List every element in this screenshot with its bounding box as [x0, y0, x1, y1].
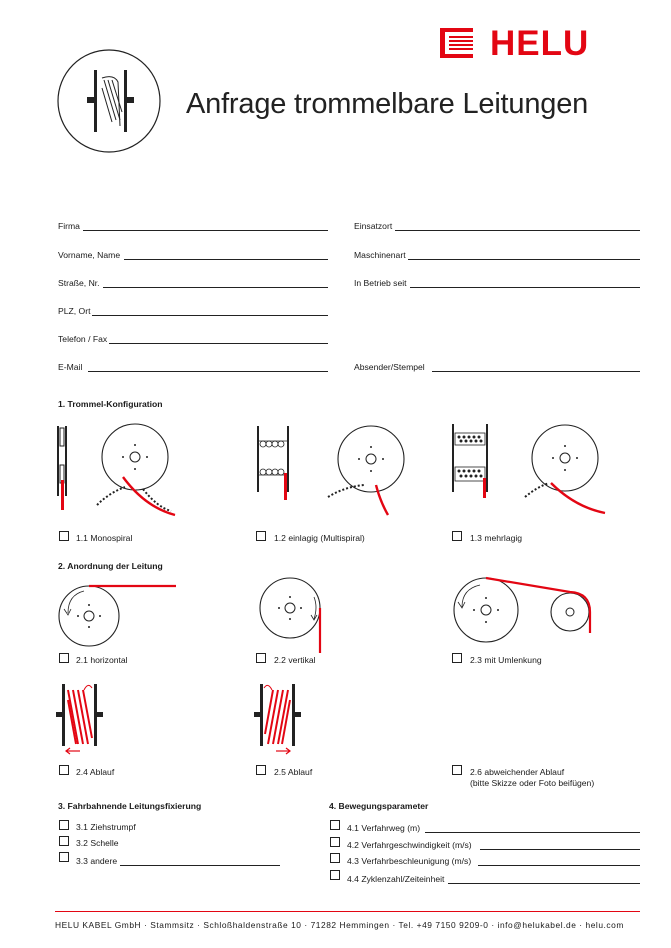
- checkbox-4-4[interactable]: [330, 870, 340, 880]
- form-label-einsatzort: Einsatzort: [354, 221, 393, 231]
- option-label: 2.4 Ablauf: [76, 767, 115, 777]
- form-label-plz: PLZ, Ort: [58, 306, 91, 316]
- form-label-strasse: Straße, Nr.: [58, 278, 100, 288]
- drum-runoff-left-icon: [56, 680, 106, 756]
- form-field-email[interactable]: [88, 371, 328, 372]
- page-title: Anfrage trommelbare Leitungen: [186, 88, 589, 120]
- checkbox-1-1[interactable]: [59, 531, 69, 541]
- section-title: 1. Trommel-Konfiguration: [58, 399, 163, 409]
- form-field-firma[interactable]: [83, 230, 328, 231]
- helu-logo-icon: [440, 28, 480, 58]
- checkbox-2-4[interactable]: [59, 765, 69, 775]
- drum-front-multilayer-icon: [525, 423, 605, 518]
- arrangement-vertical-icon: [256, 575, 326, 655]
- option-label: 1.3 mehrlagig: [470, 533, 523, 543]
- form-field-beschleunigung[interactable]: [478, 865, 640, 866]
- form-field-einsatzort[interactable]: [395, 230, 640, 231]
- option-label: 4.1 Verfahrweg (m): [347, 823, 421, 833]
- brand-logo: HELU: [490, 24, 590, 63]
- checkbox-2-1[interactable]: [59, 653, 69, 663]
- form-field-plz[interactable]: [92, 315, 328, 316]
- drum-front-monospiral-icon: [95, 423, 175, 518]
- form-field-geschwindigkeit[interactable]: [480, 849, 640, 850]
- option-label: 3.1 Ziehstrumpf: [76, 822, 136, 832]
- section-title: 2. Anordnung der Leitung: [58, 561, 163, 571]
- drum-icon: [56, 48, 166, 158]
- footer-address: HELU KABEL GmbH · Stammsitz · Schloßhaldenstraße 10 · 71282 Hemmingen · Tel. +49 7150 9209-0 · info@helukabel.de · helu.com: [55, 920, 624, 930]
- form-field-telefon[interactable]: [109, 343, 328, 344]
- checkbox-3-1[interactable]: [59, 820, 69, 830]
- checkbox-1-2[interactable]: [256, 531, 266, 541]
- checkbox-4-3[interactable]: [330, 853, 340, 863]
- option-label: 4.2 Verfahrgeschwindigkeit (m/s): [347, 840, 472, 850]
- checkbox-2-2[interactable]: [256, 653, 266, 663]
- option-label: 2.3 mit Umlenkung: [470, 655, 542, 665]
- form-field-zyklenzahl[interactable]: [448, 883, 640, 884]
- option-label: 4.3 Verfahrbeschleunigung (m/s): [347, 856, 472, 866]
- form-field-andere[interactable]: [120, 865, 280, 866]
- drum-front-multispiral-icon: [326, 425, 401, 520]
- checkbox-2-6[interactable]: [452, 765, 462, 775]
- checkbox-3-2[interactable]: [59, 836, 69, 846]
- checkbox-1-3[interactable]: [452, 531, 462, 541]
- option-label: 1.2 einlagig (Multispiral): [274, 533, 365, 543]
- form-label-absender: Absender/Stempel: [354, 362, 425, 372]
- form-field-maschinenart[interactable]: [408, 259, 640, 260]
- checkbox-3-3[interactable]: [59, 852, 69, 862]
- checkbox-2-3[interactable]: [452, 653, 462, 663]
- form-label-betrieb: In Betrieb seit: [354, 278, 407, 288]
- option-note: (bitte Skizze oder Foto beifügen): [470, 778, 595, 788]
- option-label: 3.3 andere: [76, 856, 118, 866]
- drum-side-monospiral-icon: [56, 425, 70, 510]
- drum-side-multispiral-icon: [256, 425, 292, 500]
- form-label-email: E-Mail: [58, 362, 83, 372]
- form-field-verfahrweg[interactable]: [425, 832, 640, 833]
- drum-side-multilayer-icon: [451, 423, 491, 498]
- form-field-strasse[interactable]: [103, 287, 328, 288]
- footer-divider: [55, 911, 640, 912]
- form-label-maschinenart: Maschinenart: [354, 250, 406, 260]
- option-label: 1.1 Monospiral: [76, 533, 133, 543]
- section-title: 3. Fahrbahnende Leitungsfixierung: [58, 801, 202, 811]
- arrangement-deflection-icon: [450, 577, 600, 647]
- option-label: 2.5 Ablauf: [274, 767, 313, 777]
- form-label-telefon: Telefon / Fax: [58, 334, 108, 344]
- checkbox-4-1[interactable]: [330, 820, 340, 830]
- arrangement-horizontal-icon: [58, 585, 178, 650]
- form-label-firma: Firma: [58, 221, 80, 231]
- checkbox-2-5[interactable]: [256, 765, 266, 775]
- form-field-absender[interactable]: [432, 371, 640, 372]
- drum-runoff-right-icon: [254, 680, 304, 756]
- option-label: 2.6 abweichender Ablauf: [470, 767, 565, 777]
- form-field-betrieb[interactable]: [410, 287, 640, 288]
- option-label: 3.2 Schelle: [76, 838, 119, 848]
- form-field-name[interactable]: [124, 259, 328, 260]
- form-label-name: Vorname, Name: [58, 250, 121, 260]
- section-title: 4. Bewegungsparameter: [329, 801, 429, 811]
- checkbox-4-2[interactable]: [330, 837, 340, 847]
- option-label: 4.4 Zyklenzahl/Zeiteinheit: [347, 874, 445, 884]
- option-label: 2.1 horizontal: [76, 655, 128, 665]
- option-label: 2.2 vertikal: [274, 655, 316, 665]
